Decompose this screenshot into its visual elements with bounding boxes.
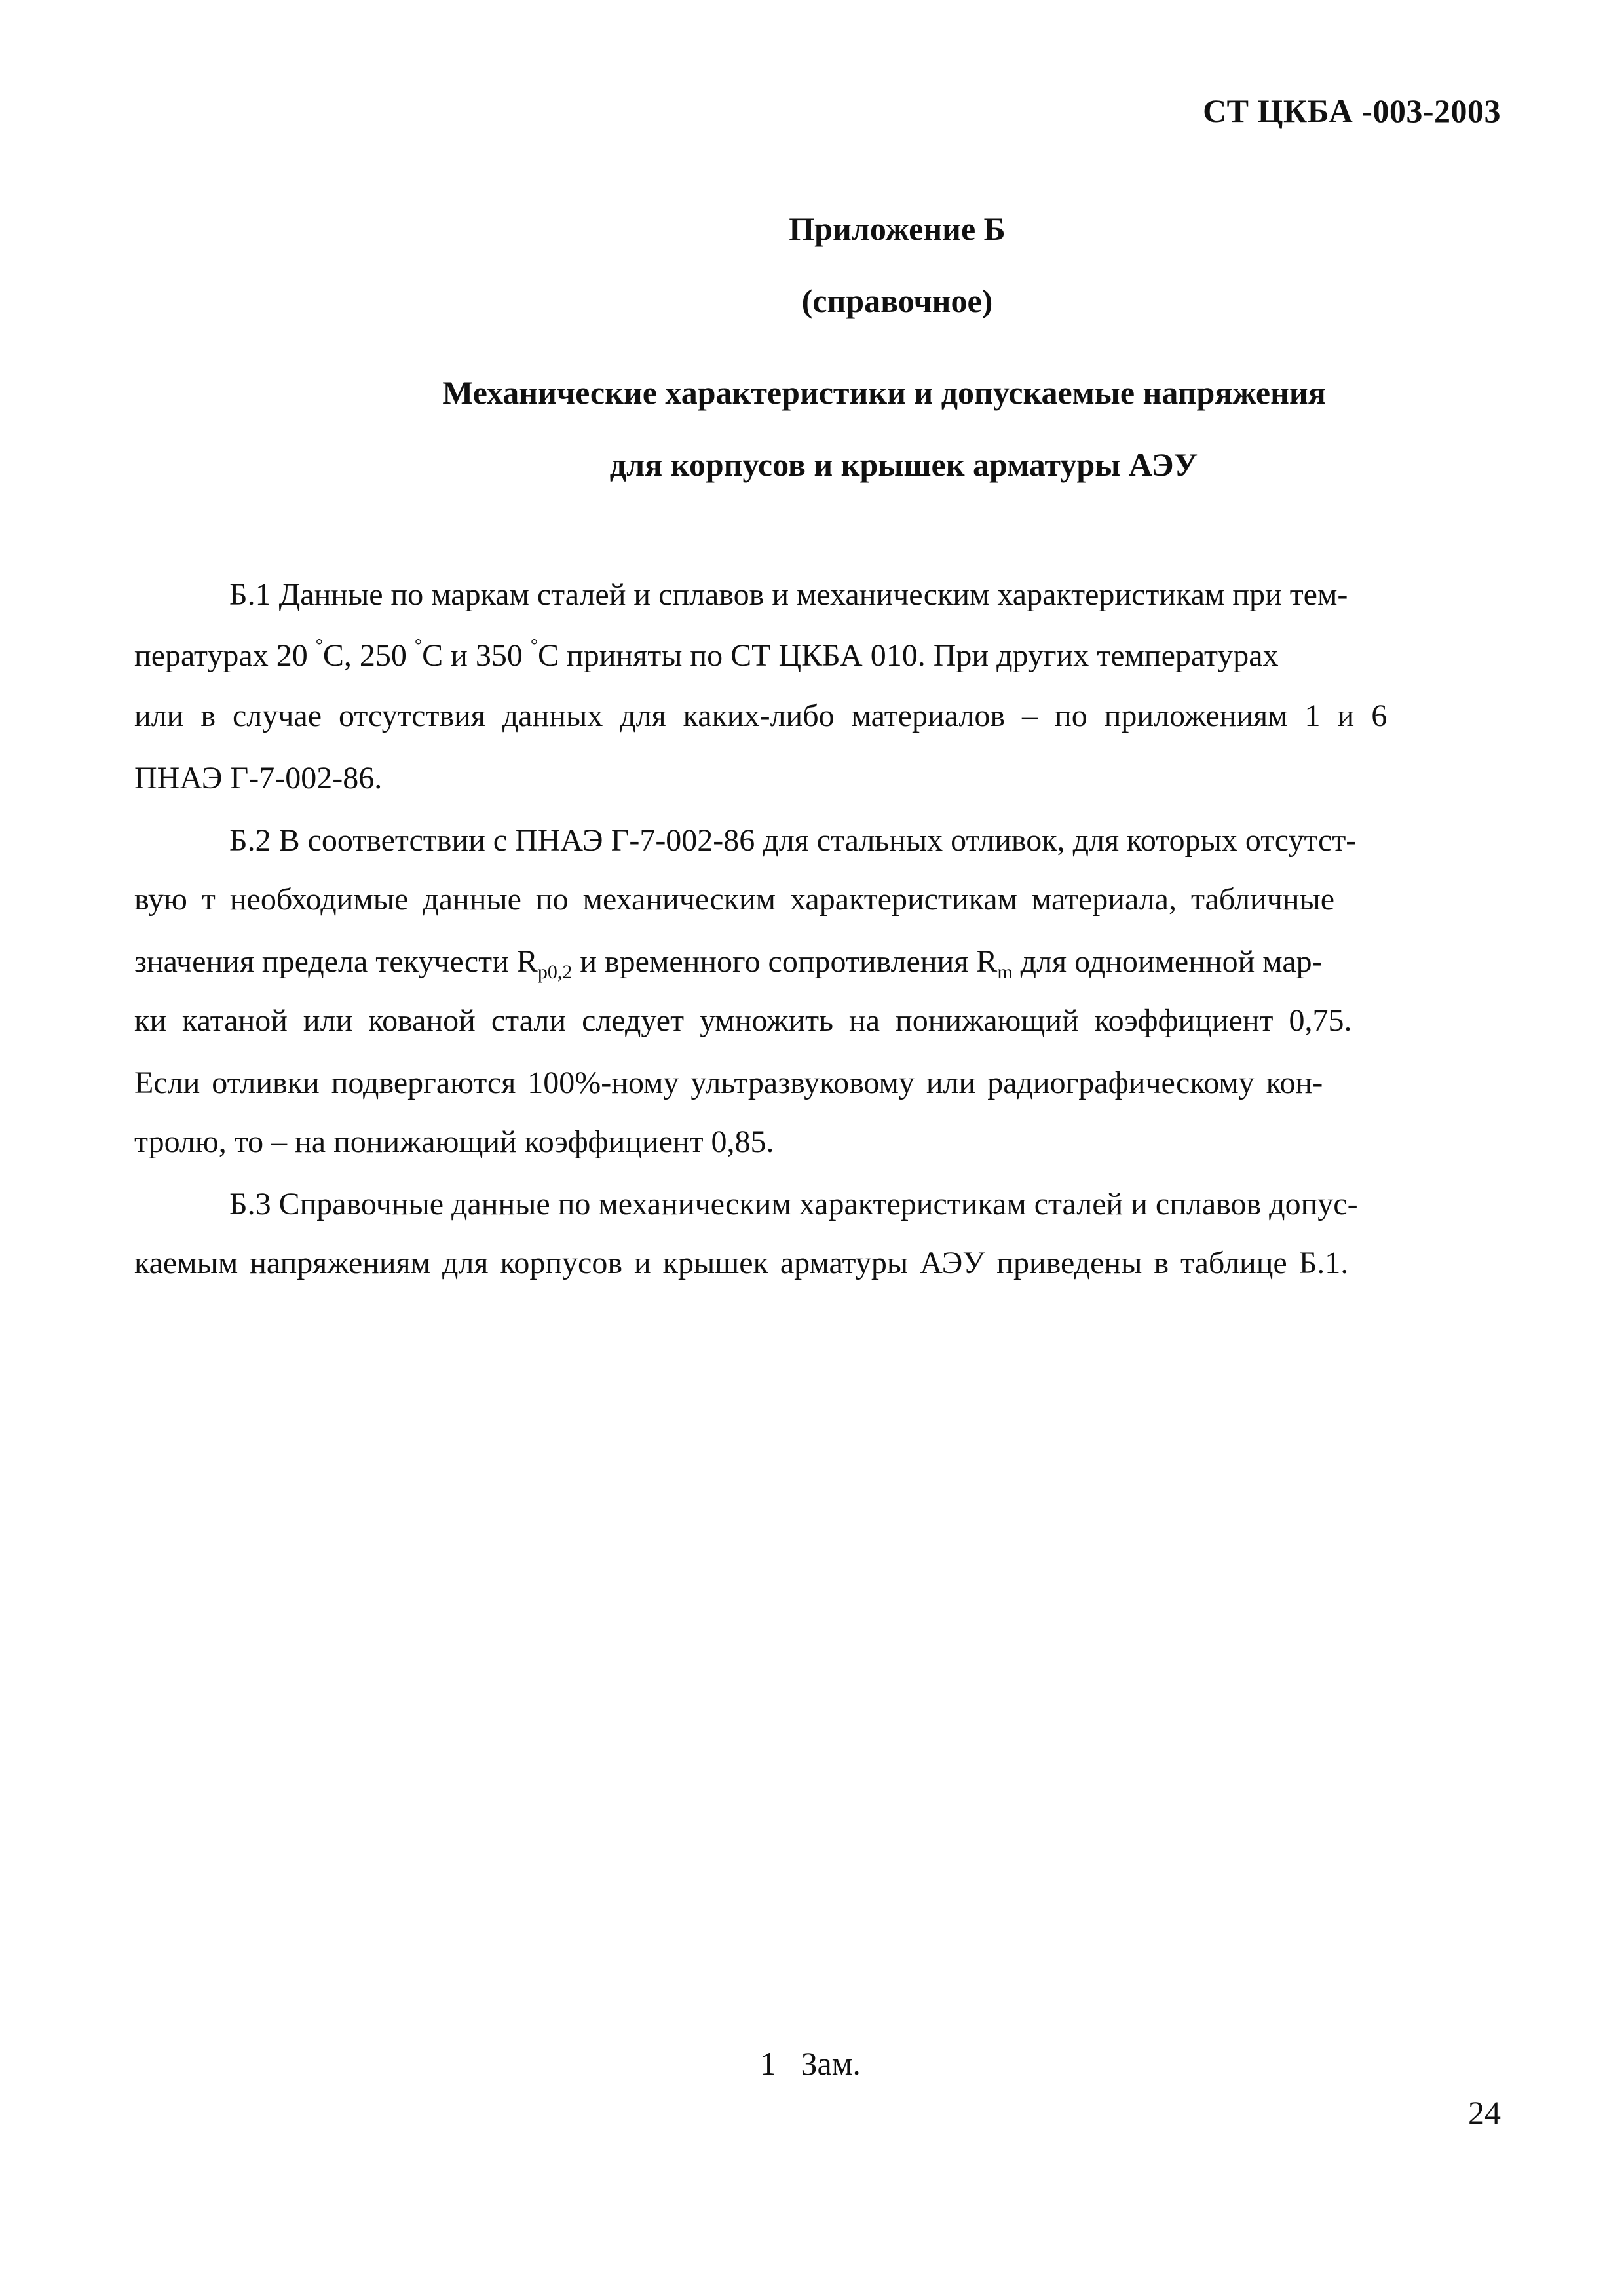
paragraph-b2-line-6: тролю, то – на понижающий коэффициент 0,85. bbox=[134, 1124, 774, 1159]
paragraph-b1-line-2-part-b: С, 250 bbox=[322, 638, 415, 673]
change-note: 1 Зам. bbox=[760, 2045, 861, 2082]
paragraph-b1-line-2-part-a: пературах 20 bbox=[134, 638, 316, 673]
degree-sign: ° bbox=[530, 636, 538, 656]
paragraph-b2-line-3 bbox=[134, 944, 1323, 984]
appendix-title: Приложение Б bbox=[789, 210, 1006, 247]
degree-sign: ° bbox=[315, 636, 323, 656]
paragraph-b2-line-2: вую т необходимые данные по механическим характеристикам материала, табличные bbox=[134, 882, 1335, 917]
paragraph-b1-line-1: Б.1 Данные по маркам сталей и сплавов и механическим характеристикам при тем- bbox=[229, 577, 1348, 612]
tensile-strength-subscript: m bbox=[997, 961, 1013, 983]
paragraph-b3-line-1: Б.3 Справочные данные по механическим характеристикам сталей и сплавов допус- bbox=[229, 1187, 1358, 1221]
paragraph-b1-line-3: или в случае отсутствия данных для каких-либо материалов – по приложениям 1 и 6 bbox=[134, 698, 1388, 733]
appendix-subtitle: (справочное) bbox=[801, 282, 993, 319]
paragraph-b2-line-3-part-b: и временного сопротивления R bbox=[572, 944, 998, 979]
page-number: 24 bbox=[1468, 2094, 1501, 2131]
paragraph-b2-line-3-part-c: для одноименной мар- bbox=[1012, 944, 1323, 979]
paragraph-b1-line-2 bbox=[134, 636, 1279, 674]
degree-sign: ° bbox=[414, 636, 423, 656]
document-code: СТ ЦКБА -003-2003 bbox=[1203, 92, 1501, 129]
section-heading-line-1: Механические характеристики и допускаемые напряжения bbox=[442, 374, 1326, 411]
paragraph-b1-line-4: ПНАЭ Г-7-002-86. bbox=[134, 761, 383, 795]
paragraph-b2-line-5: Если отливки подвергаются 100%-ному ультразвуковому или радиографическому кон- bbox=[134, 1065, 1323, 1100]
paragraph-b1-line-2-part-c: С и 350 bbox=[422, 638, 531, 673]
paragraph-b2-line-3-part-a: значения предела текучести R bbox=[134, 944, 538, 979]
paragraph-b2-line-4: ки катаной или кованой стали следует умножить на понижающий коэффициент 0,75. bbox=[134, 1003, 1352, 1038]
paragraph-b1-line-2-part-d: С приняты по СТ ЦКБА 010. При других температурах bbox=[538, 638, 1279, 673]
section-heading-line-2: для корпусов и крышек арматуры АЭУ bbox=[609, 446, 1198, 483]
paragraph-b2-line-1: Б.2 В соответствии с ПНАЭ Г-7-002-86 для стальных отливок, для которых отсутст- bbox=[229, 823, 1357, 858]
yield-strength-subscript: p0,2 bbox=[537, 961, 573, 983]
paragraph-b3-line-2: каемым напряжениям для корпусов и крышек арматуры АЭУ приведены в таблице Б.1. bbox=[134, 1246, 1349, 1280]
